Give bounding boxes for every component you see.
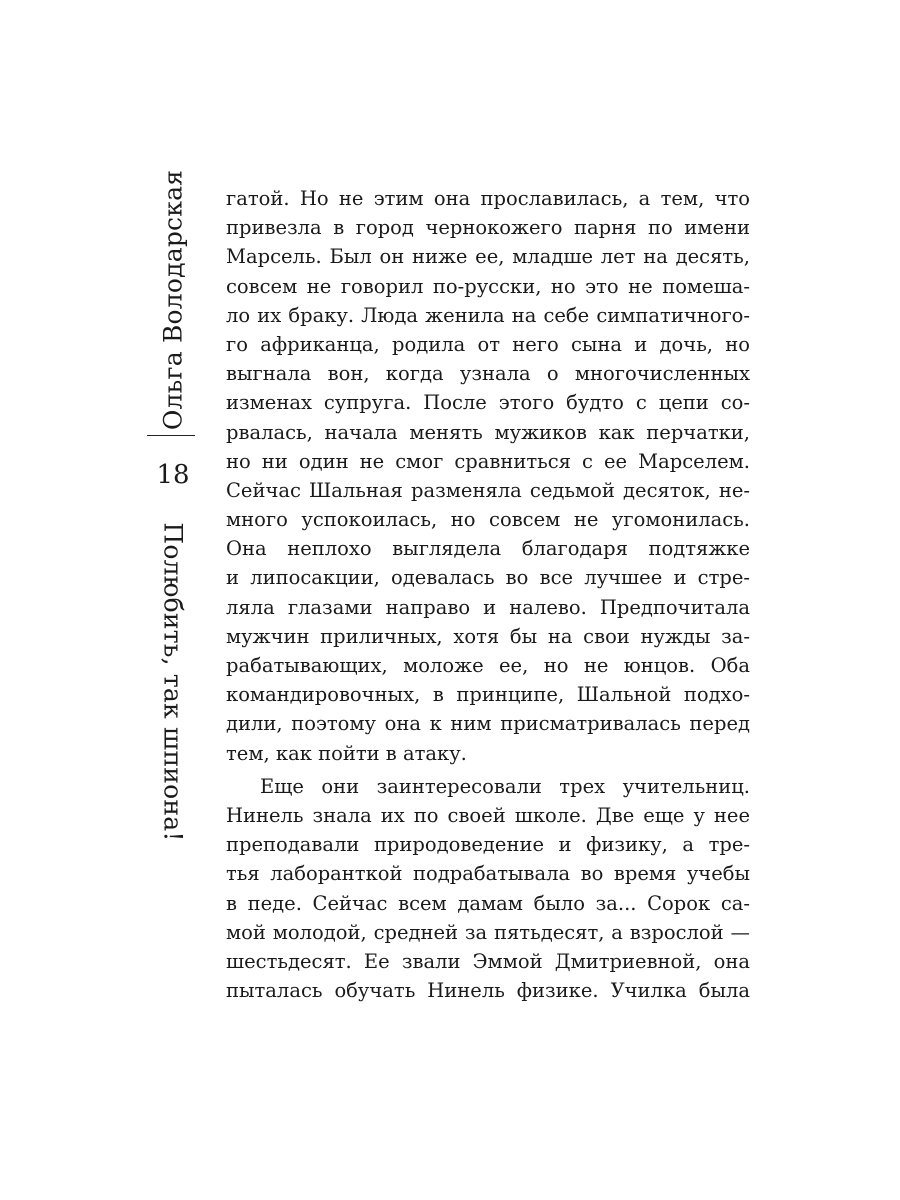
paragraph-2	[226, 772, 750, 1006]
author-name: Ольга Володарская	[158, 169, 188, 430]
text-line: мужчин приличных, хотя бы на свои нужды за-	[226, 624, 750, 648]
text-line: Нинель знала их по своей школе. Две еще у нее	[226, 803, 750, 827]
running-head-divider	[147, 435, 195, 436]
paragraph-1	[226, 184, 750, 768]
text-line: тья лаборанткой подрабатывала во время учебы	[226, 862, 750, 886]
text-line: в педе. Сейчас всем дамам было за... Сорок са-	[226, 891, 750, 915]
text-line: много успокоилась, но совсем не угомонилась.	[226, 508, 750, 532]
book-title-vertical	[142, 522, 204, 842]
author-name-vertical	[142, 169, 204, 430]
text-line: Марсель. Был он ниже ее, младше лет на десять,	[226, 245, 750, 269]
text-line: гатой. Но не этим она прославилась, а тем, что	[226, 187, 750, 210]
text-line: Еще они заинтересовали трех учительниц.	[260, 774, 750, 798]
text-line: и липосакции, одевалась во все лучшее и стре-	[226, 566, 750, 590]
text-line: ло их браку. Люда женила на себе симпатичного-	[226, 303, 750, 327]
text-line: командировочных, в принципе, Шальной подхо-	[226, 683, 750, 707]
text-line: го африканца, родила от него сына и дочь, но	[226, 332, 750, 356]
text-line: привезла в город чернокожего парня по имени	[226, 216, 750, 240]
text-line: Она неплохо выглядела благодаря подтяжке	[226, 537, 750, 561]
text-line: тем, как пойти в атаку.	[226, 741, 467, 765]
text-line: шестьдесят. Ее звали Эммой Дмитриевной, она	[226, 949, 750, 973]
running-head	[142, 169, 204, 842]
text-line: изменах супруга. После этого будто с цепи со-	[226, 391, 750, 415]
text-line: преподавали природоведение и физику, а тре-	[226, 833, 750, 857]
text-line: Сейчас Шальная разменяла седьмой десяток, не-	[226, 478, 750, 502]
text-line: рвалась, начала менять мужиков как перчатки,	[226, 420, 750, 444]
body-text	[226, 184, 750, 1005]
text-line: выгнала вон, когда узнала о многочисленных	[226, 362, 750, 386]
text-line: ляла глазами направо и налево. Предпочитала	[226, 595, 750, 619]
text-line: мой молодой, средней за пятьдесят, а взрослой —	[226, 920, 750, 944]
text-line: но ни один не смог сравниться с ее Марселем.	[226, 449, 750, 473]
book-title: Полюбить, так шпиона!	[158, 522, 188, 842]
text-line: совсем не говорил по-русски, но это не помеша-	[226, 274, 750, 298]
text-line: дили, поэтому она к ним присматривалась перед	[226, 712, 750, 736]
text-line: пыталась обучать Нинель физике. Училка была	[226, 979, 750, 1003]
text-line: рабатывающих, моложе ее, но не юнцов. Оба	[226, 654, 750, 677]
page-number: 18	[156, 460, 190, 490]
